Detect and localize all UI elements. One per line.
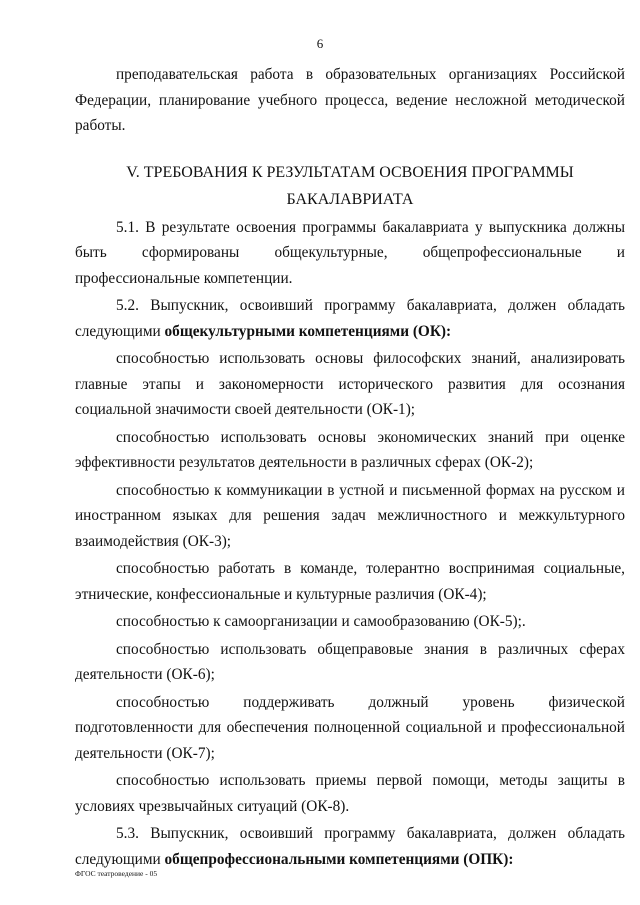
- paragraph-5-3-text: 5.3. Выпускник, освоивший программу бакалавриата, должен обладать следующими: [75, 825, 625, 868]
- competency-ok-8: способностью использовать приемы первой помощи, методы защиты в условиях чрезвычайных ситуаций (ОК-8).: [75, 772, 625, 815]
- competency-ok-6: способностью использовать общеправовые знания в различных сферах деятельности (ОК-6);: [75, 640, 625, 683]
- competency-ok-7: способностью поддерживать должный уровень физической подготовленности для обеспечения полноценной социальной и профессиональной деятельности (ОК-7);: [75, 693, 625, 762]
- competency-ok-1: способностью использовать основы философских знаний, анализировать главные этапы и закономерности исторического развития для осознания социальной значимости своей деятельности (ОК-1);: [75, 350, 625, 418]
- paragraph-5-3: [75, 821, 625, 872]
- competency-ok-3: способностью к коммуникации в устной и письменной формах на русском и иностранном языках для решения задач межличностного и межкультурного взаимодействия (ОК-3);: [75, 481, 625, 550]
- competency-ok-4: способностью работать в команде, толерантно воспринимая социальные, этнические, конфессиональные и культурные различия (ОК-4);: [75, 560, 625, 603]
- footer-label: ФГОС театроведение - 05: [75, 869, 158, 878]
- paragraph-5-2-bold: общекультурными компетенциями (ОК):: [164, 322, 452, 340]
- paragraph-5-2-text: 5.2. Выпускник, освоивший программу бакалавриата, должен обладать следующими: [75, 297, 625, 340]
- paragraph-5-1: 5.1. В результате освоения программы бакалавриата у выпускника должны быть сформированы общекультурные, общепрофессиональные и профессиональные компетенции.: [75, 218, 625, 287]
- paragraph-5-3-bold: общепрофессиональными компетенциями (ОПК):: [164, 850, 514, 868]
- intro-paragraph: преподавательская работа в образовательных организациях Российской Федерации, планирование учебного процесса, ведение несложной методической работы.: [75, 66, 625, 134]
- section-heading: [75, 159, 625, 213]
- competency-ok-2: способностью использовать основы экономических знаний при оценке эффективности результатов деятельности в различных сферах (ОК-2);: [75, 428, 625, 471]
- section-heading-line-1: V. ТРЕБОВАНИЯ К РЕЗУЛЬТАТАМ ОСВОЕНИЯ ПРОГРАММЫ: [126, 163, 574, 181]
- competency-ok-5: способностью к самоорганизации и самообразованию (ОК-5);.: [116, 613, 526, 630]
- section-heading-line-2: БАКАЛАВРИАТА: [286, 190, 414, 208]
- paragraph-5-2: [75, 293, 625, 344]
- page-number: 6: [316, 36, 324, 51]
- document-body: [75, 62, 625, 874]
